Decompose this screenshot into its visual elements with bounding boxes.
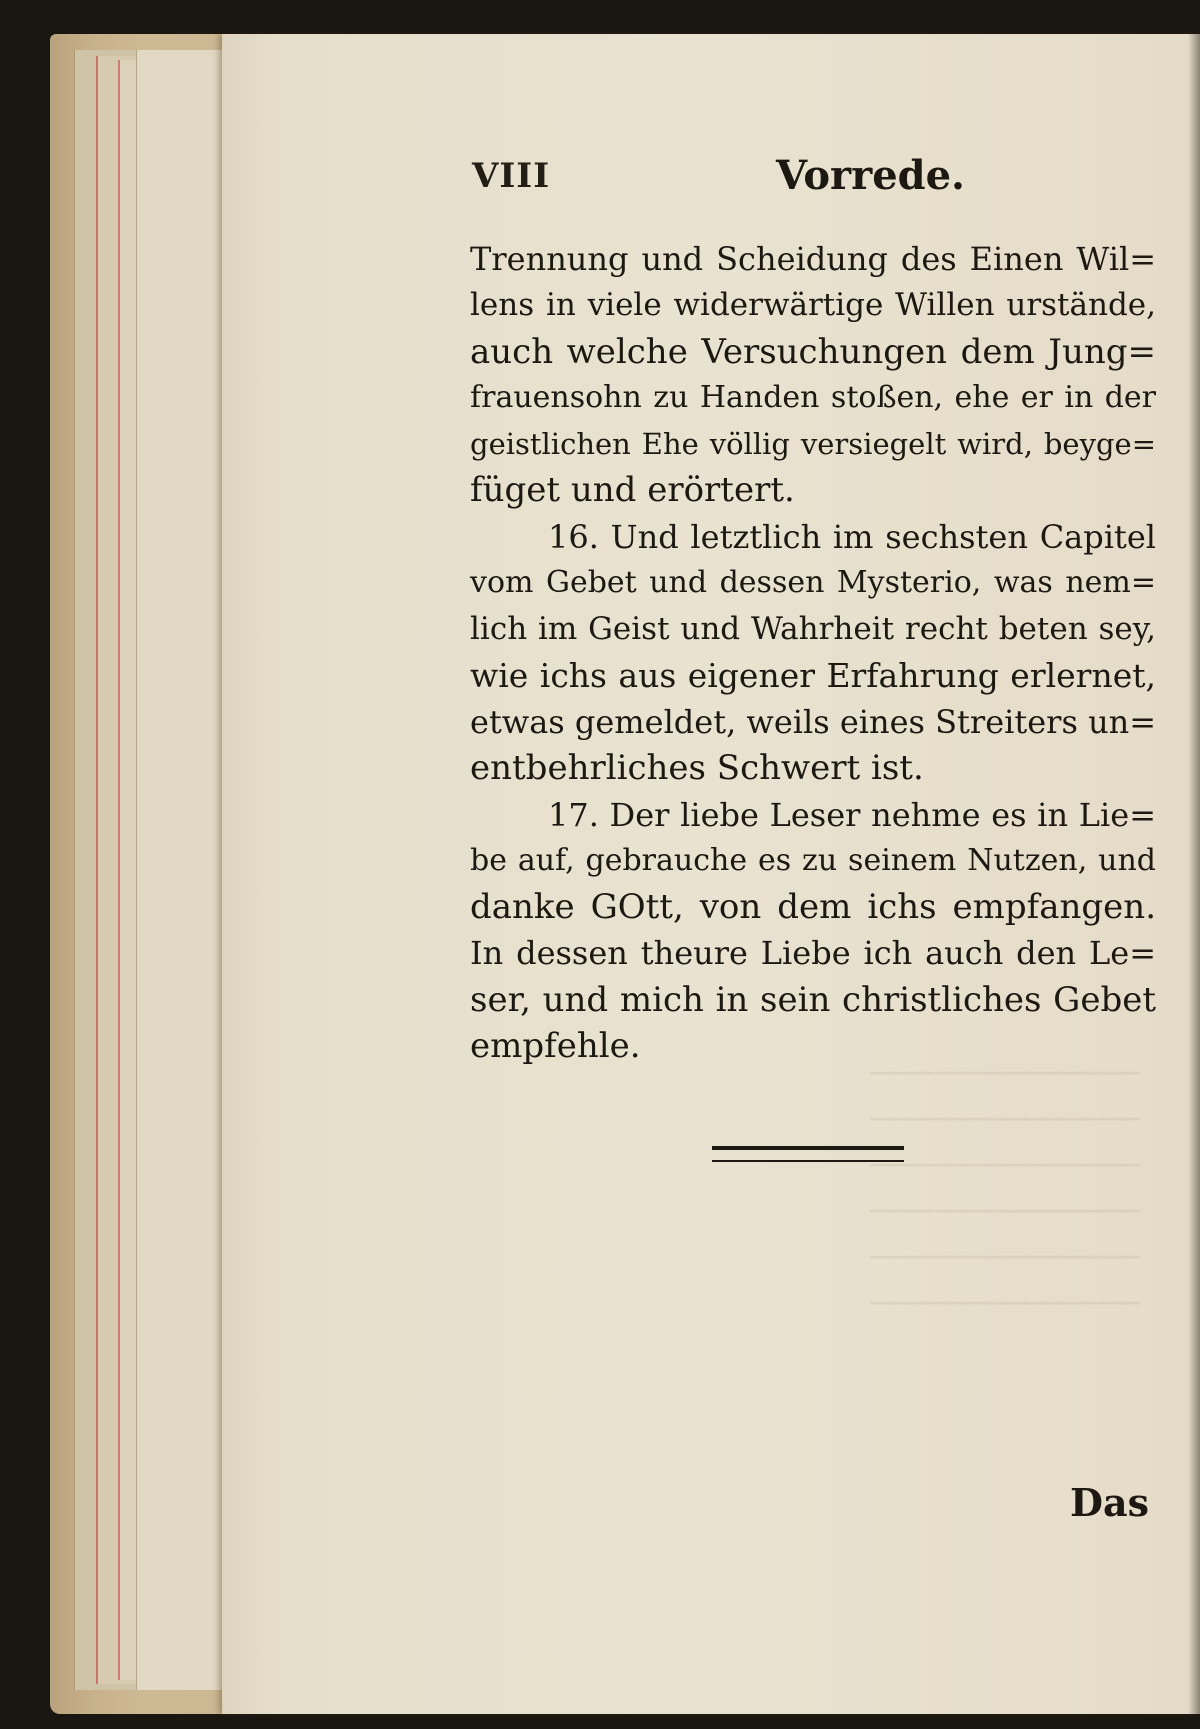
text-line: wie ichs aus eigener Erfahrung erlernet, — [470, 655, 1156, 695]
text-line: empfehle. — [470, 1026, 641, 1067]
text-line: frauensohn zu Handen stoßen, ehe er in der — [470, 379, 1156, 415]
text-line: In dessen theure Liebe ich auch den Le= — [470, 934, 1156, 973]
text-line: danke GOtt, von dem ichs empfangen. — [470, 887, 1156, 928]
binding-shadow — [1188, 34, 1200, 1714]
catchword: Das — [1070, 1480, 1149, 1525]
text-line: ser, und mich in sein christliches Gebet — [470, 979, 1156, 1020]
text-line: Trennung und Scheidung des Einen Wil= — [470, 240, 1156, 278]
text-line: lens in viele widerwärtige Willen urstände, — [470, 287, 1156, 324]
section-divider — [712, 1146, 904, 1162]
text-line: be auf, gebrauche es zu seinem Nutzen, und — [470, 842, 1156, 878]
running-head: Vorrede. — [776, 152, 965, 199]
page-number: VIII — [472, 156, 551, 196]
text-line: geistlichen Ehe völlig versiegelt wird, beyge= — [470, 427, 1156, 462]
text-line: auch welche Versuchungen dem Jung= — [470, 331, 1156, 372]
text-line: entbehrliches Schwert ist. — [470, 748, 924, 789]
text-line: 16. Und letztlich im sechsten Capitel — [548, 517, 1156, 556]
text-line: füget und erörtert. — [470, 470, 795, 511]
text-line: vom Gebet und dessen Mysterio, was nem= — [470, 565, 1156, 601]
body-text — [470, 236, 1156, 1069]
text-line: etwas gemeldet, weils eines Streiters un= — [470, 702, 1157, 741]
text-line: lich im Geist und Wahrheit recht beten sey, — [470, 611, 1156, 648]
text-line: 17. Der liebe Leser nehme es in Lie= — [548, 795, 1156, 834]
